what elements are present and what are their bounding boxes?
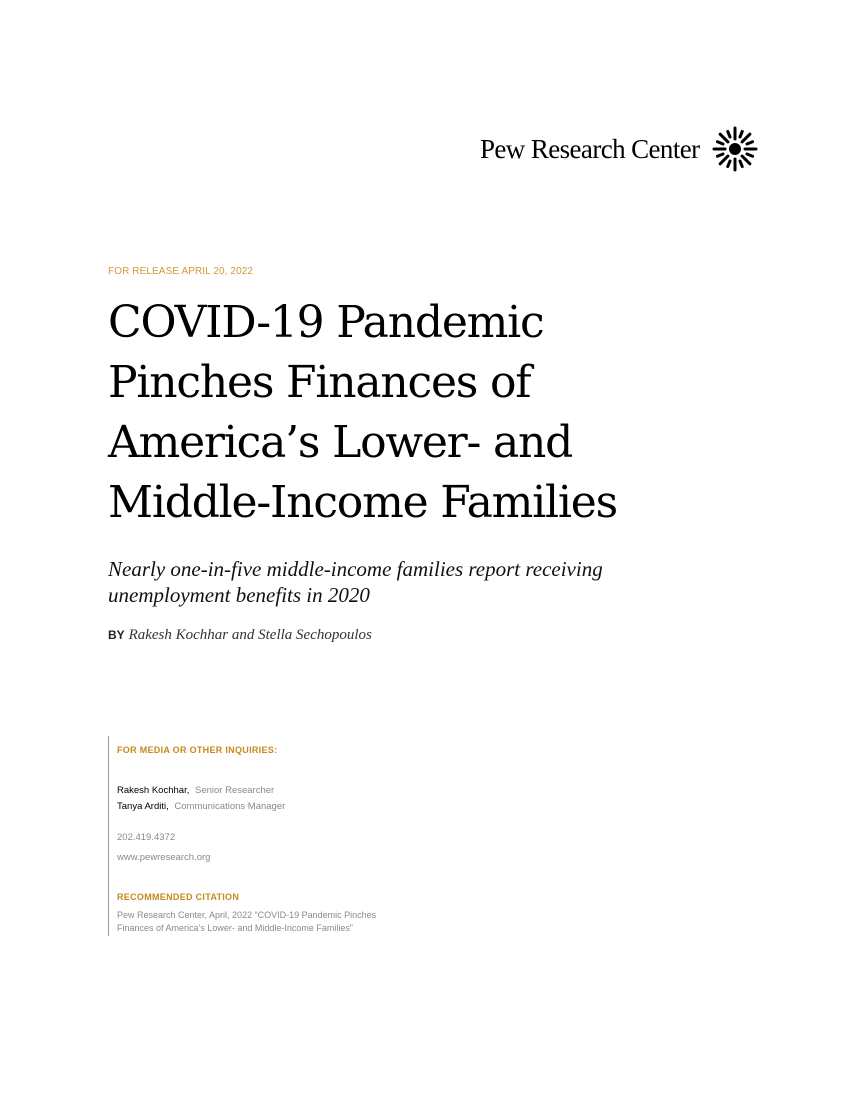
subtitle-line: unemployment benefits in 2020 <box>108 583 370 607</box>
logo-ray <box>739 161 741 167</box>
inquiries-heading: FOR MEDIA OR OTHER INQUIRIES: <box>117 745 278 755</box>
citation-text <box>117 909 437 935</box>
sunburst-logo-icon <box>712 126 758 172</box>
contact-name: Rakesh Kochhar, <box>117 785 190 796</box>
byline-authors: Rakesh Kochhar and Stella Sechopoulos <box>128 627 372 643</box>
logo-ray <box>747 142 753 144</box>
contact-role: Senior Researcher <box>195 785 275 796</box>
citation-line: Finances of America’s Lower- and Middle-Income Families” <box>117 923 353 933</box>
phone-number: 202.419.4372 <box>117 832 176 843</box>
logo-ray <box>742 156 750 164</box>
inquiries-box <box>108 736 448 936</box>
logo-ray <box>720 134 728 142</box>
logo-ray <box>727 131 729 137</box>
title-line: Pinches Finances of <box>108 357 531 408</box>
citation-line: Pew Research Center, April, 2022 “COVID-19 Pandemic Pinches <box>117 910 377 920</box>
website-link[interactable]: www.pewresearch.org <box>117 852 211 863</box>
subtitle-line: Nearly one-in-five middle-income families report receiving <box>108 557 603 581</box>
logo-ray <box>747 154 753 156</box>
release-date: FOR RELEASE APRIL 20, 2022 <box>108 266 254 277</box>
byline <box>108 626 372 644</box>
logo-ray <box>717 142 723 144</box>
logo-ray <box>717 154 723 156</box>
logo-ray <box>720 156 728 164</box>
contact-row <box>117 801 285 812</box>
title-line: America’s Lower- and <box>108 417 573 468</box>
byline-label: BY <box>108 628 125 642</box>
contact-name: Tanya Arditi, <box>117 801 169 812</box>
contact-role: Communications Manager <box>174 801 286 812</box>
header-logo <box>480 126 758 172</box>
title-line: Middle-Income Families <box>108 477 617 528</box>
contact-row <box>117 785 274 796</box>
subtitle <box>108 556 748 608</box>
logo-ray <box>742 134 750 142</box>
title-line: COVID-19 Pandemic <box>108 297 544 348</box>
logo-ray <box>739 131 741 137</box>
org-name: Pew Research Center <box>480 133 700 164</box>
page-title <box>108 293 808 533</box>
logo-ray <box>727 161 729 167</box>
citation-heading: RECOMMENDED CITATION <box>117 892 240 902</box>
